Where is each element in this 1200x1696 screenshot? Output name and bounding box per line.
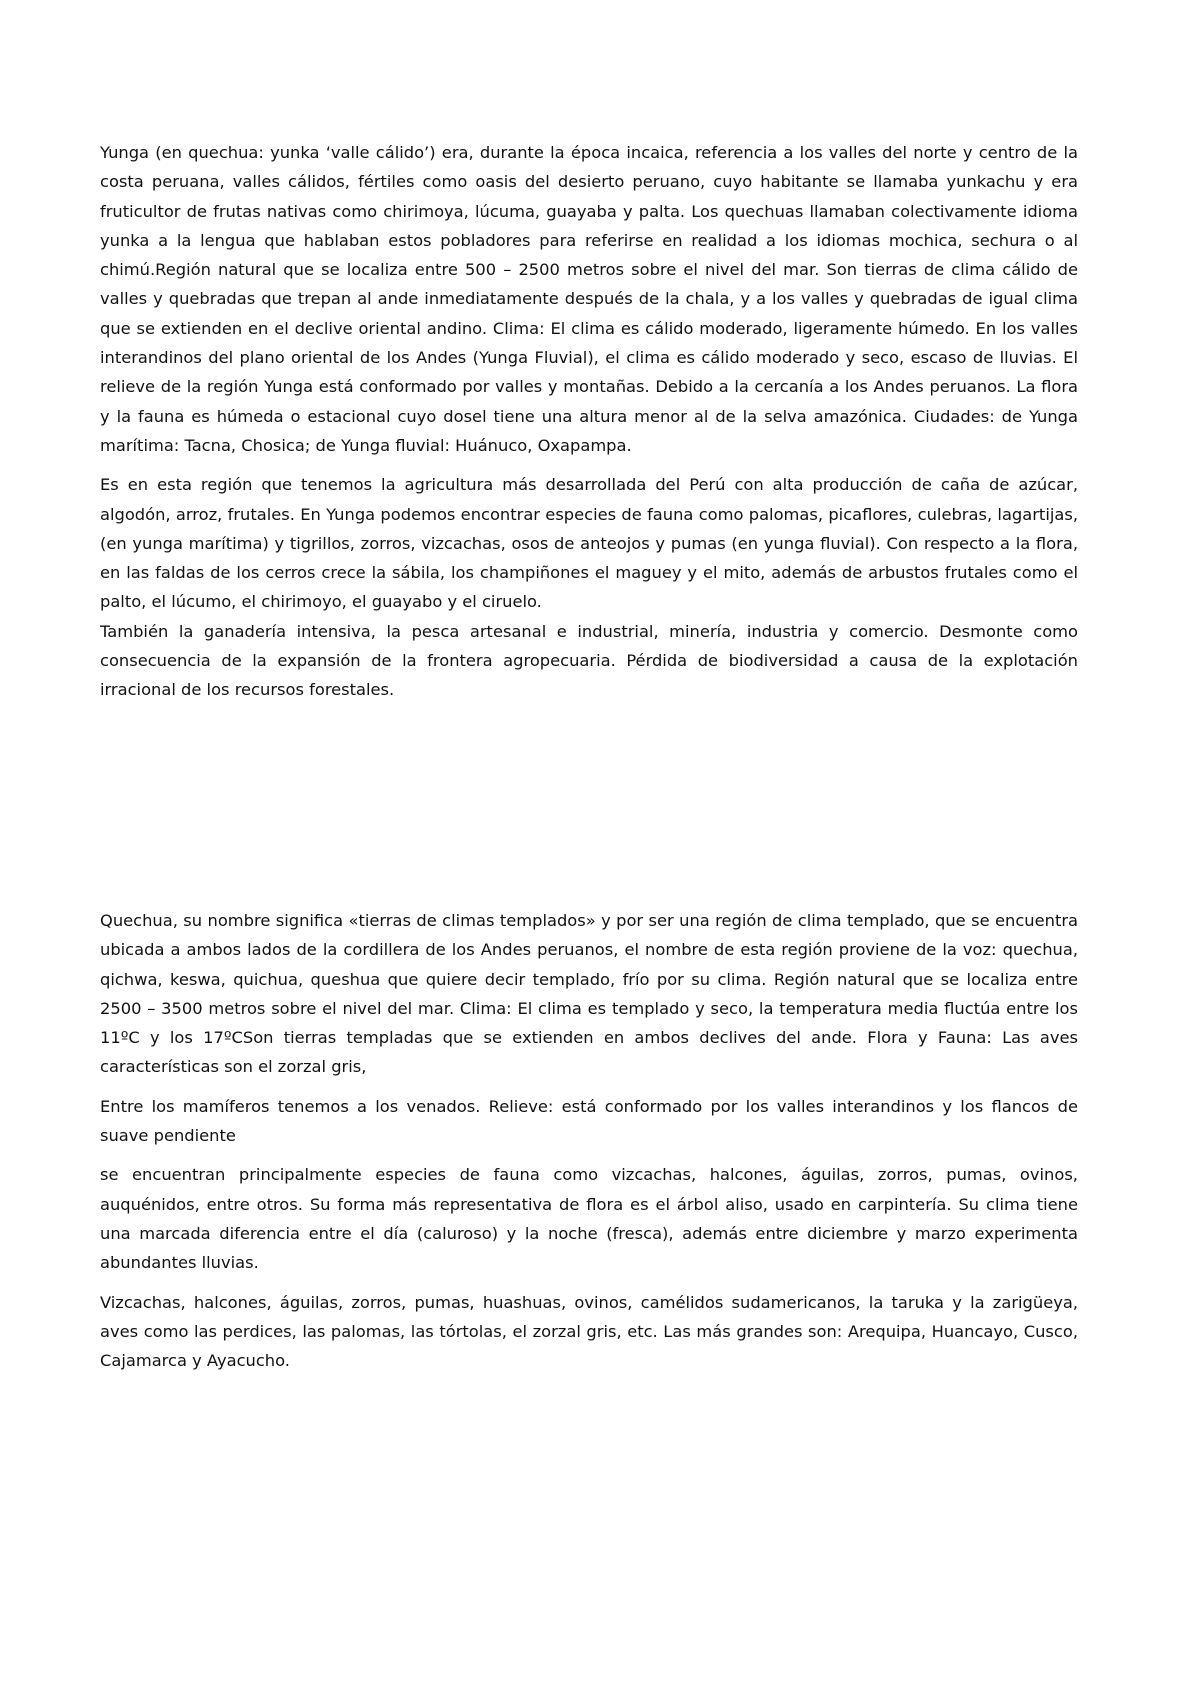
quechua-paragraph-2: Entre los mamíferos tenemos a los venados. Relieve: está conformado por los valles interandinos y los flancos de suave pendiente [100, 1096, 1078, 1146]
yunga-paragraph-1: Yunga (en quechua: yunka ‘valle cálido’) era, durante la época incaica, referencia a los valles del norte y centro de la costa peruana, valles cálidos, fértiles como oasis del desierto peruano, cuyo habitante se llamaba yunkachu y era fruticultor de frutas nativas como chirimoya, lúcuma, guayaba y palta. Los quechuas llamaban colectivamente idioma yunka a la lengua que hablaban estos pobladores para referirse en realidad a los idiomas mochica, sechura o al chimú.Región natural que se localiza entre 500 – 2500 metros sobre el nivel del mar. Son tierras de clima cálido de valles y quebradas que trepan al ande inmediatamente después de la chala, y a los valles y quebradas de igual clima que se extienden en el declive oriental andino. Clima: El clima es cálido moderado, ligeramente húmedo. En los valles interandinos del plano oriental de los Andes (Yunga Fluvial), el clima es cálido moderado y seco, escaso de lluvias. El relieve de la región Yunga está conformado por valles y montañas. Debido a la cercanía a los Andes peruanos. La flora y la fauna es húmeda o estacional cuyo dosel tiene una altura menor al de la selva amazónica. Ciudades: de Yunga marítima: Tacna, Chosica; de Yunga fluvial: Huánuco, Oxapampa. [100, 143, 1078, 455]
quechua-paragraph-1: Quechua, su nombre significa «tierras de climas templados» y por ser una región de clima templado, que se encuentra ubicada a ambos lados de la cordillera de los Andes peruanos, el nombre de esta región proviene de la voz: quechua, qichwa, keswa, quichua, queshua que quiere decir templado, frío por su clima. Región natural que se localiza entre 2500 – 3500 metros sobre el nivel del mar. Clima: El clima es templado y seco, la temperatura media fluctúa entre los 11ºC y los 17ºCSon tierras templadas que se extienden en ambos declives del ande. Flora y Fauna: Las aves características son el zorzal gris, [100, 911, 1078, 1077]
yunga-paragraph-3: También la ganadería intensiva, la pesca artesanal e industrial, minería, industria y comercio. Desmonte como consecuencia de la expansión de la frontera agropecuaria. Pérdida de biodiversidad a causa de la explotación irracional de los recursos forestales. [100, 621, 1078, 700]
quechua-paragraph-4: Vizcachas, halcones, águilas, zorros, pumas, huashuas, ovinos, camélidos sudamericanos, la taruka y la zarigüeya, aves como las perdices, las palomas, las tórtolas, el zorzal gris, etc. Las más grandes son: Arequipa, Huancayo, Cusco, Cajamarca y Ayacucho. [100, 1292, 1078, 1371]
quechua-section [100, 906, 1078, 1375]
quechua-paragraph-3: se encuentran principalmente especies de fauna como vizcachas, halcones, águilas, zorros, pumas, ovinos, auquénidos, entre otros. Su forma más representativa de flora es el árbol aliso, usado en carpintería. Su clima tiene una marcada diferencia entre el día (caluroso) y la noche (fresca), además entre diciembre y marzo experimenta abundantes lluvias. [100, 1165, 1078, 1273]
yunga-section [100, 138, 1078, 705]
yunga-paragraph-2: Es en esta región que tenemos la agricultura más desarrollada del Perú con alta producción de caña de azúcar, algodón, arroz, frutales. En Yunga podemos encontrar especies de fauna como palomas, picaflores, culebras, lagartijas, (en yunga marítima) y tigrillos, zorros, vizcachas, osos de anteojos y pumas (en yunga fluvial). Con respecto a la flora, en las faldas de los cerros crece la sábila, los champiñones el maguey y el mito, además de arbustos frutales como el palto, el lúcumo, el chirimoyo, el guayabo y el ciruelo. [100, 475, 1078, 612]
